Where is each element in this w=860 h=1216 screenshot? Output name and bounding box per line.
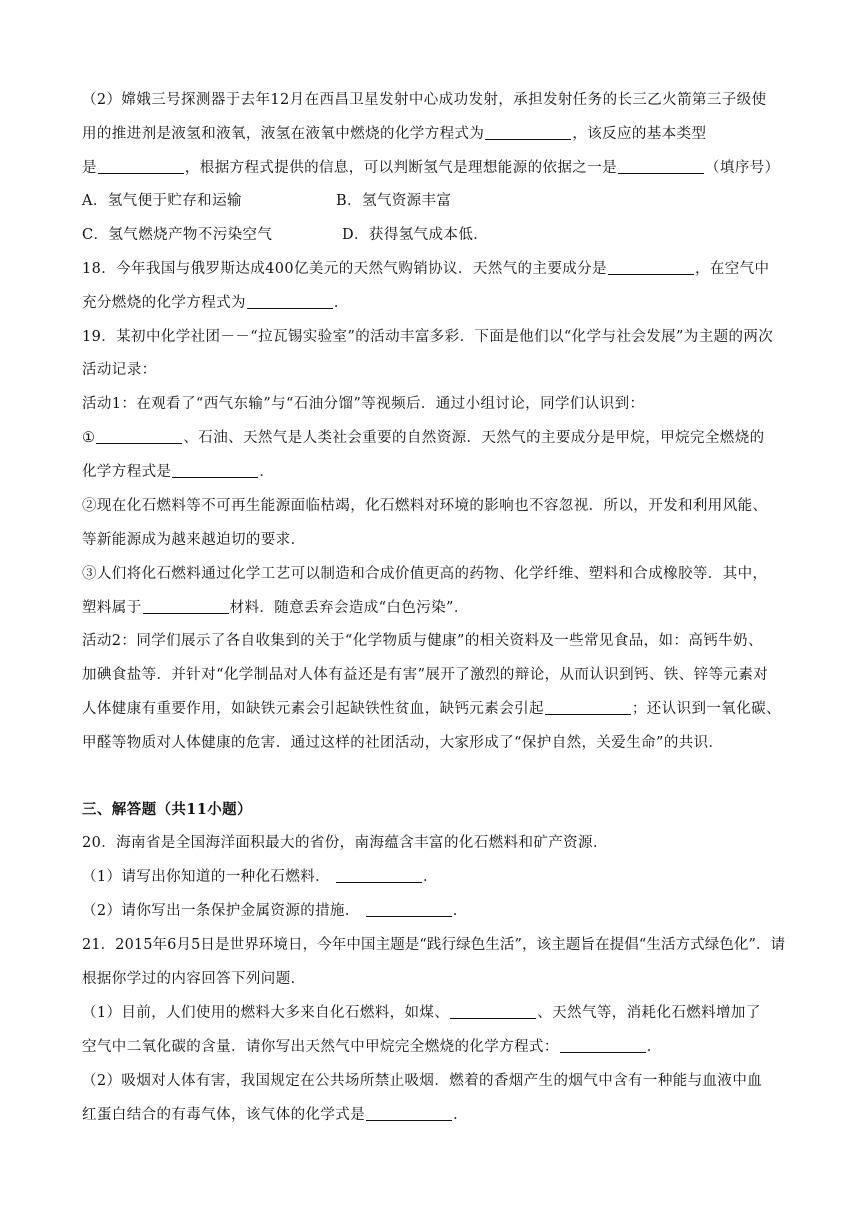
option-b: B．氢气资源丰富 <box>336 193 452 209</box>
option-a: A．氢气便于贮存和运输 <box>82 193 242 209</box>
q19-item2-line2: 等新能源成为越来越迫切的要求． <box>82 532 306 548</box>
q17-2-options-cd <box>82 225 830 245</box>
answer-blank[interactable] <box>450 1004 536 1019</box>
q20-part2: （2）请你写出一条保护金属资源的措施． ． <box>82 903 468 919</box>
answer-blank[interactable] <box>172 463 258 478</box>
q21-part2-line1: （2）吸烟对人体有害，我国规定在公共场所禁止吸烟．燃着的香烟产生的烟气中含有一种能与血液中血 <box>82 1073 763 1089</box>
q21-part1-line1: （1）目前，人们使用的燃料大多来自化石燃料，如煤、 、天然气等，消耗化石燃料增加了 <box>82 1005 761 1021</box>
answer-blank[interactable] <box>98 159 184 174</box>
answer-blank[interactable] <box>366 902 452 917</box>
answer-blank[interactable] <box>143 599 229 614</box>
q18-line1: 18．今年我国与俄罗斯达成400亿美元的天然气购销协议．天然气的主要成分是 ，在空气中 <box>82 261 770 277</box>
q19-line1: 19．某初中化学社团－－“拉瓦锡实验室”的活动丰富多彩．下面是他们以“化学与社会发展”为主题的两次 <box>82 329 774 345</box>
answer-blank[interactable] <box>336 868 422 883</box>
q19-activity2-line1: 活动2：同学们展示了各自收集到的关于“化学物质与健康”的相关资料及一些常见食品，如：高钙牛奶、 <box>82 633 763 649</box>
answer-blank[interactable] <box>485 125 571 140</box>
answer-blank[interactable] <box>560 1038 646 1053</box>
q18-line2: 充分燃烧的化学方程式为 ． <box>82 295 349 311</box>
q19-line2: 活动记录： <box>82 362 157 378</box>
answer-blank[interactable] <box>247 294 333 309</box>
q19-item2-line1: ②现在化石燃料等不可再生能源面临枯竭，化石燃料对环境的影响也不容忽视．所以，开发和利用风能、 <box>82 498 768 514</box>
q19-item3-line2: 塑料属于 材料．随意丢弃会造成“白色污染”． <box>82 600 469 616</box>
q19-activity2-line3: 人体健康有重要作用，如缺铁元素会引起缺铁性贫血，缺钙元素会引起 ；还认识到一氧化碳、 <box>82 701 781 717</box>
q21-line1: 21．2015年6月5日是世界环境日，今年中国主题是“践行绿色生活”，该主题旨在提倡“生活方式绿色化”．请 <box>82 937 786 953</box>
q19-item1-line1: ① 、石油、天然气是人类社会重要的自然资源．天然气的主要成分是甲烷，甲烷完全燃烧的 <box>82 430 765 446</box>
answer-blank[interactable] <box>618 159 704 174</box>
q19-activity2-line2: 加碘食盐等．并针对“化学制品对人体有益还是有害”展开了激烈的辩论，从而认识到钙、铁、锌等元素对 <box>82 667 769 683</box>
q17-2-options-ab <box>82 191 830 211</box>
q20-part1: （1）请写出你知道的一种化石燃料． ． <box>82 869 438 885</box>
option-c: C．氢气燃烧产物不污染空气 <box>82 227 273 243</box>
q19-item1-line2: 化学方程式是 ． <box>82 464 275 480</box>
answer-blank[interactable] <box>545 700 631 715</box>
section-title: 三、解答题（共11小题） <box>82 801 252 818</box>
q19-item3-line1: ③人们将化石燃料通过化学工艺可以制造和合成价值更高的药物、化学纤维、塑料和合成橡胶等．其中， <box>82 566 768 582</box>
q17-2-line2: 用的推进剂是液氢和液氧，液氢在液氧中燃烧的化学方程式为 ，该反应的基本类型 <box>82 126 707 142</box>
option-d: D．获得氢气成本低． <box>342 227 489 243</box>
q20-line1: 20．海南省是全国海洋面积最大的省份，南海蕴含丰富的化石燃料和矿产资源． <box>82 835 608 851</box>
answer-blank[interactable] <box>96 429 182 444</box>
q19-activity1: 活动1：在观看了“西气东输”与“石油分馏”等视频后．通过小组讨论，同学们认识到： <box>82 396 645 412</box>
q21-part1-line2: 空气中二氧化碳的含量．请你写出天然气中甲烷完全燃烧的化学方程式： ． <box>82 1039 662 1055</box>
answer-blank[interactable] <box>366 1106 452 1121</box>
answer-blank[interactable] <box>608 260 694 275</box>
q17-2-line3: 是 ，根据方程式提供的信息，可以判断氢气是理想能源的依据之一是 （填序号） <box>82 160 780 176</box>
q21-part2-line2: 红蛋白结合的有毒气体，该气体的化学式是 ． <box>82 1107 469 1123</box>
q17-2-line1: （2）嫦娥三号探测器于去年12月在西昌卫星发射中心成功发射，承担发射任务的长三乙火箭第三子级使 <box>82 92 767 108</box>
q21-line2: 根据你学过的内容回答下列问题． <box>82 971 306 987</box>
q19-activity2-line4: 甲醛等物质对人体健康的危害．通过这样的社团活动，大家形成了“保护自然，关爱生命”的共识． <box>82 735 724 751</box>
